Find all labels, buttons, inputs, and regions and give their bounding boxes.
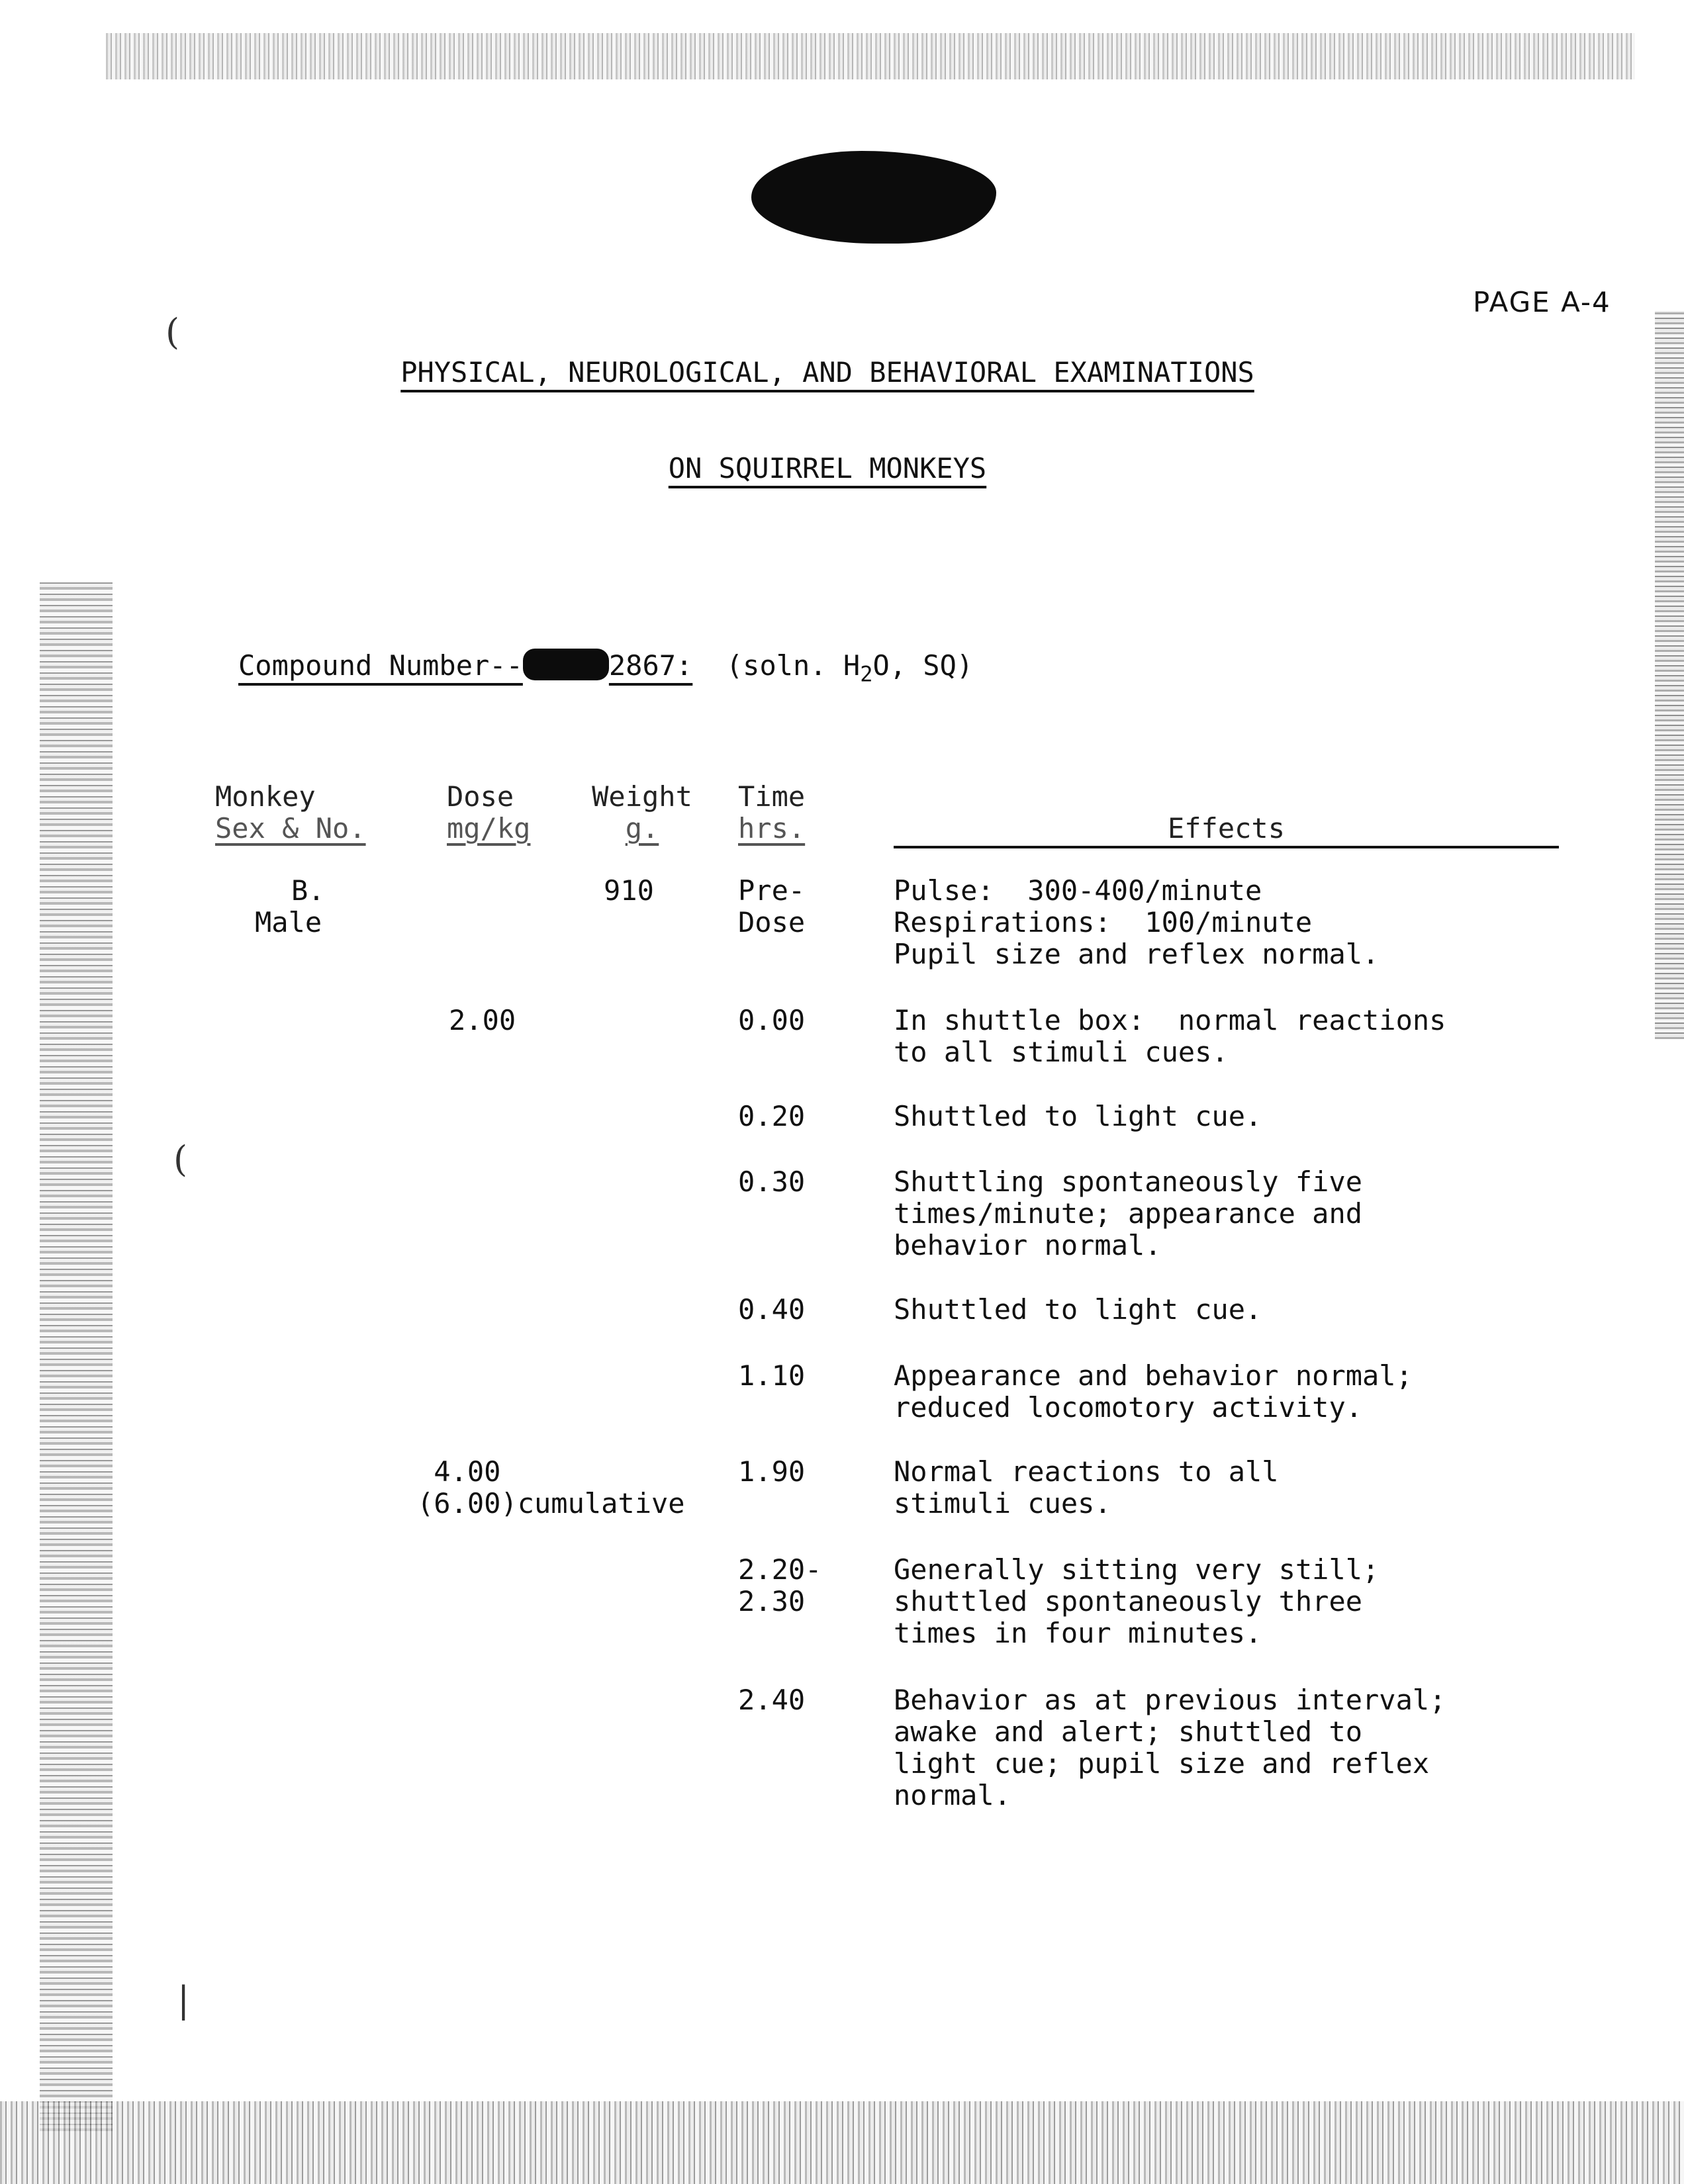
monkey-sex: Male bbox=[255, 906, 322, 938]
title-line-1: PHYSICAL, NEUROLOGICAL, AND BEHAVIORAL EXAMINATIONS bbox=[400, 356, 1254, 388]
row-4-time: 0.30 bbox=[738, 1165, 806, 1198]
row-1-time: Pre- Dose bbox=[738, 874, 806, 938]
compound-solution-end: O, SQ) bbox=[872, 649, 974, 682]
row-9-time: 2.40 bbox=[738, 1684, 806, 1716]
margin-mark-paren-top: ( bbox=[165, 311, 180, 353]
redaction-mark bbox=[751, 151, 996, 244]
scan-noise-bottom bbox=[0, 2101, 1684, 2184]
page-number: PAGE A-4 bbox=[1473, 286, 1611, 318]
compound-number: 2867: bbox=[608, 649, 693, 682]
row-8-effects: Generally sitting very still; shuttled spontaneously three times in four minutes. bbox=[894, 1553, 1380, 1649]
compound-solution: (soln. H bbox=[725, 649, 861, 682]
row-9-effects: Behavior as at previous interval; awake and alert; shuttled to light cue; pupil size and reflex normal. bbox=[894, 1684, 1446, 1811]
compound-label: Compound Number-- bbox=[238, 649, 523, 682]
row-3-effects: Shuttled to light cue. bbox=[894, 1100, 1262, 1132]
margin-mark-paren-mid: ( bbox=[173, 1138, 188, 1180]
row-6-effects: Appearance and behavior normal; reduced locomotory activity. bbox=[894, 1359, 1413, 1424]
row-2-dose: 2.00 bbox=[449, 1004, 516, 1036]
row-2-effects: In shuttle box: normal reactions to all stimuli cues. bbox=[894, 1004, 1446, 1068]
header-time: Time hrs. bbox=[738, 780, 806, 844]
title-line-2: ON SQUIRREL MONKEYS bbox=[668, 452, 987, 484]
compound-solution-subscript: 2 bbox=[860, 661, 873, 687]
header-monkey: Monkey Sex & No. bbox=[215, 780, 366, 844]
row-7-time: 1.90 bbox=[738, 1455, 806, 1488]
row-6-time: 1.10 bbox=[738, 1359, 806, 1392]
row-5-time: 0.40 bbox=[738, 1293, 806, 1326]
row-1-effects: Pulse: 300-400/minute Respirations: 100/minute Pupil size and reflex normal. bbox=[894, 874, 1380, 970]
monkey-weight: 910 bbox=[604, 874, 654, 907]
row-4-effects: Shuttling spontaneously five times/minute; appearance and behavior normal. bbox=[894, 1165, 1363, 1261]
row-3-time: 0.20 bbox=[738, 1100, 806, 1132]
scan-noise-top bbox=[106, 33, 1635, 79]
margin-mark-tick: | bbox=[177, 1979, 190, 2021]
effects-header-rule bbox=[894, 846, 1559, 848]
header-weight: Weight g. bbox=[592, 780, 692, 844]
redaction-inline bbox=[523, 649, 609, 680]
compound-line bbox=[238, 649, 973, 686]
header-effects: Effects bbox=[1167, 812, 1285, 844]
monkey-id: B. bbox=[291, 874, 325, 907]
scan-noise-left bbox=[40, 582, 113, 2131]
row-2-time: 0.00 bbox=[738, 1004, 806, 1036]
header-dose: Dose mg/kg bbox=[447, 780, 531, 844]
row-7-dose: 4.00 (6.00)cumulative bbox=[417, 1455, 685, 1520]
scan-noise-right bbox=[1655, 311, 1684, 1039]
row-8-time: 2.20- 2.30 bbox=[738, 1553, 822, 1617]
row-7-effects: Normal reactions to all stimuli cues. bbox=[894, 1455, 1279, 1520]
row-5-effects: Shuttled to light cue. bbox=[894, 1293, 1262, 1326]
